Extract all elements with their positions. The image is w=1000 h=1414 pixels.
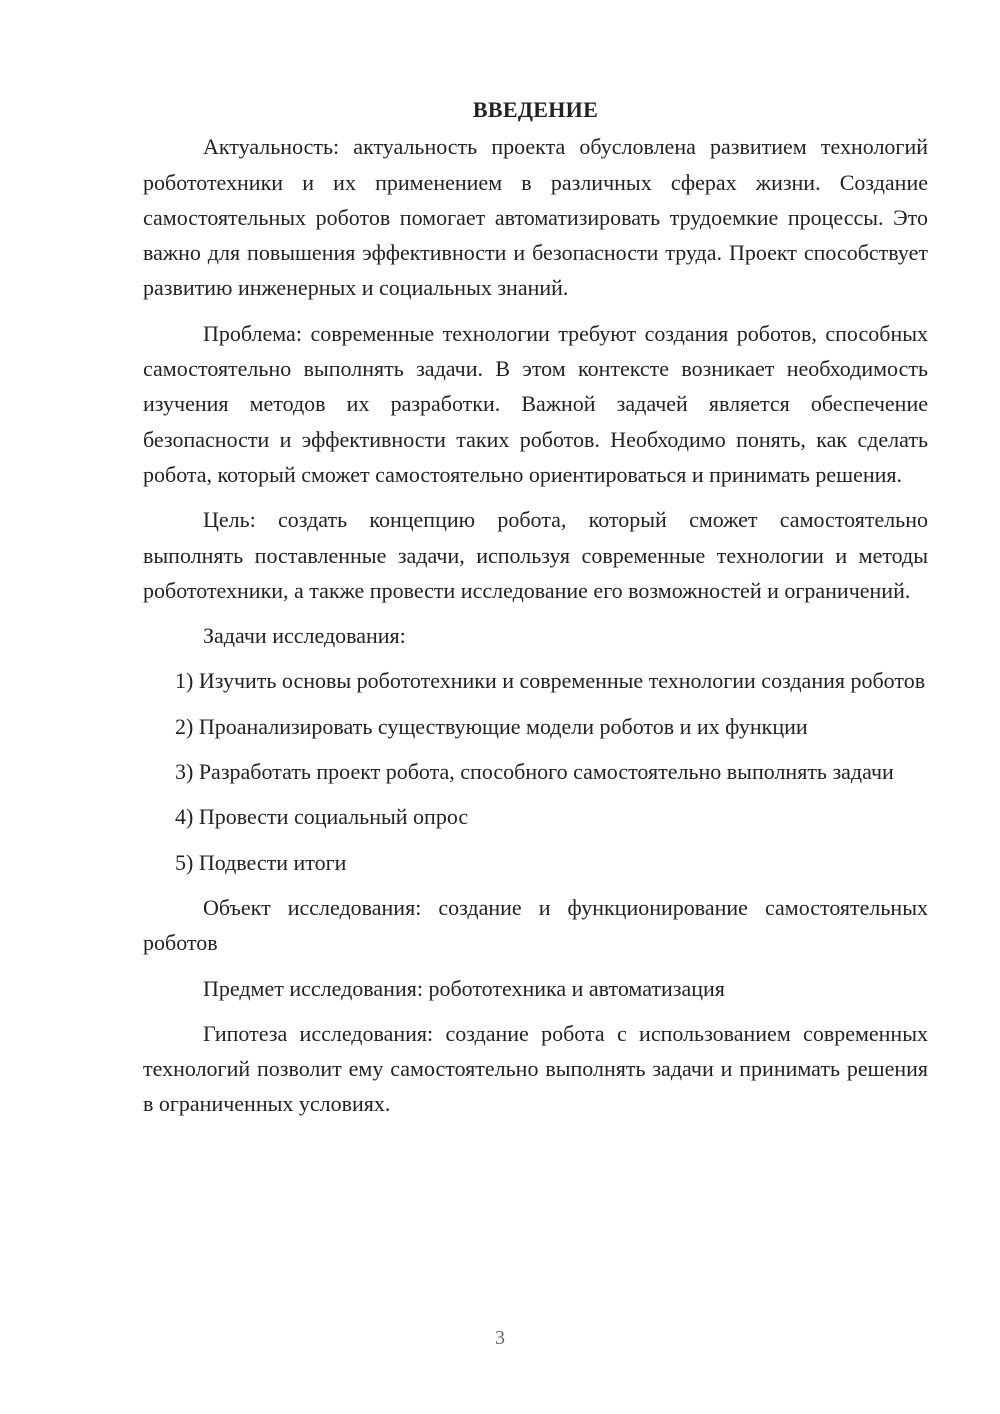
object-paragraph: Объект исследования: создание и функционирование самостоятельных роботов (143, 894, 928, 956)
page-number: 3 (495, 1327, 505, 1349)
task-item: 5) Подвести итоги (175, 849, 347, 875)
task-item: 3) Разработать проект робота, способного самостоятельно выполнять задачи (175, 759, 894, 785)
tasks-heading: Задачи исследования: (203, 623, 406, 649)
task-item: 1) Изучить основы робототехники и современные технологии создания роботов (175, 668, 926, 694)
hypothesis-paragraph: Гипотеза исследования: создание робота с использованием современных технологий позволит ему самостоятельно выполнять задачи и принимать решения в ограниченных условиях. (143, 1020, 928, 1117)
subject-paragraph: Предмет исследования: робототехника и автоматизация (203, 975, 725, 1001)
relevance-paragraph: Актуальность: актуальность проекта обусловлена развитием технологий робототехники и их применением в различных сферах жизни. Создание самостоятельных роботов помогает автоматизировать трудоемкие процессы. Это важно для повышения эффективности и безопасности труда. Проект способствует развитию инженерных и социальных знаний. (143, 134, 928, 301)
document-page (143, 92, 928, 1132)
section-heading: ВВЕДЕНИЕ (472, 97, 599, 122)
task-item: 4) Провести социальный опрос (175, 804, 469, 830)
problem-paragraph: Проблема: современные технологии требуют создания роботов, способных самостоятельно выполнять задачи. В этом контексте возникает необходимость изучения методов их разработки. Важной задачей является обеспечение безопасности и эффективности таких роботов. Необходимо понять, как сделать робота, который сможет самостоятельно ориентироваться и принимать решения. (143, 320, 928, 487)
goal-paragraph: Цель: создать концепцию робота, который сможет самостоятельно выполнять поставленные задачи, используя современные технологии и методы робототехники, а также провести исследование его возможностей и ограничений. (143, 507, 928, 603)
task-item: 2) Проанализировать существующие модели роботов и их функции (175, 713, 808, 739)
